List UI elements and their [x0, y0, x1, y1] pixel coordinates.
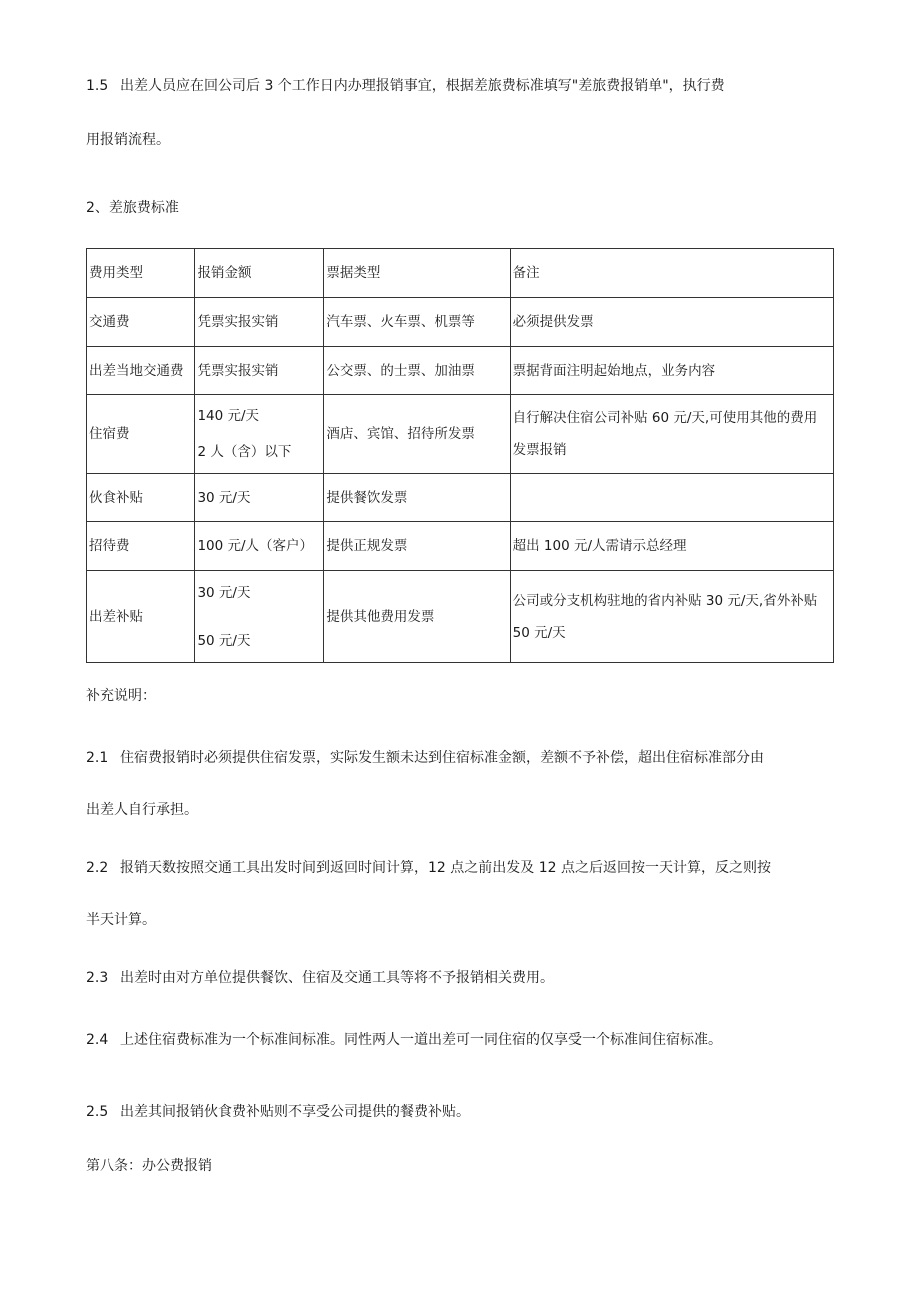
item-number: 1.5 [86, 78, 109, 94]
header-cell: 票据类型 [324, 249, 510, 298]
amount-line: 50 元/天 [197, 632, 251, 649]
amount-line: 140 元/天 [197, 408, 260, 424]
cell-note: 票据背面注明起始地点，业务内容 [510, 347, 833, 395]
supplement-item-2-3 [86, 968, 554, 988]
note-line: 自行解决住宿公司补贴 60 元/天,可使用其他的费用 [512, 410, 818, 426]
table-row [87, 522, 834, 571]
supplement-item-2-5 [86, 1102, 470, 1122]
cell-type: 住宿费 [87, 395, 195, 474]
cell-type: 交通费 [87, 298, 195, 347]
travel-expense-standard-table [86, 248, 834, 663]
supplement-item-2-1-line-1 [86, 748, 764, 768]
item-text: 出差时由对方单位提供餐饮、住宿及交通工具等将不予报销相关费用。 [120, 970, 554, 986]
table-row [87, 298, 834, 347]
item-text: 住宿费报销时必须提供住宿发票，实际发生额未达到住宿标准金额，差额不予补偿，超出住宿标准部分由 [120, 750, 764, 766]
cell-note [510, 395, 833, 474]
item-number: 2.1 [86, 750, 109, 766]
amount-line: 2 人（含）以下 [197, 444, 292, 460]
cell-note: 超出 100 元/人需请示总经理 [510, 522, 833, 571]
cell-type: 出差当地交通费 [87, 347, 195, 395]
table-row [87, 571, 834, 663]
item-number: 2.5 [86, 1104, 109, 1120]
supplement-item-2-2-line-2: 半天计算。 [86, 912, 156, 928]
table-header-row [87, 249, 834, 298]
cell-amount: 凭票实报实销 [195, 347, 324, 395]
intro-line-1 [86, 76, 725, 96]
cell-amount: 30 元/天 [195, 474, 324, 522]
note-line: 发票报销 [512, 442, 567, 458]
cell-note: 必须提供发票 [510, 298, 833, 347]
note-line: 50 元/天 [512, 624, 566, 641]
cell-note [510, 474, 833, 522]
article-title: 第八条：办公费报销 [86, 1158, 212, 1174]
item-text: 出差其间报销伙食费补贴则不享受公司提供的餐费补贴。 [120, 1104, 470, 1120]
intro-text-1: 出差人员应在回公司后 3 个工作日内办理报销事宜，根据差旅费标准填写"差旅费报销单"，执行费 [120, 78, 725, 94]
table-row [87, 347, 834, 395]
cell-receipt: 公交票、的士票、加油票 [324, 347, 510, 395]
section-title: 2、差旅费标准 [86, 200, 179, 216]
cell-amount: 凭票实报实销 [195, 298, 324, 347]
header-cell: 备注 [510, 249, 833, 298]
cell-receipt: 提供餐饮发票 [324, 474, 510, 522]
table-row [87, 474, 834, 522]
item-text: 上述住宿费标准为一个标准间标准。同性两人一道出差可一同住宿的仅享受一个标准间住宿标准。 [120, 1032, 722, 1048]
cell-amount [195, 571, 324, 663]
cell-type: 出差补贴 [87, 571, 195, 663]
note-line: 公司或分支机构驻地的省内补贴 30 元/天,省外补贴 [512, 592, 818, 609]
supplement-item-2-4 [86, 1030, 722, 1050]
cell-receipt: 汽车票、火车票、机票等 [324, 298, 510, 347]
cell-note [510, 571, 833, 663]
amount-line: 30 元/天 [197, 584, 251, 601]
supplement-item-2-1-line-2: 出差人自行承担。 [86, 802, 198, 818]
item-text: 报销天数按照交通工具出发时间到返回时间计算，12 点之前出发及 12 点之后返回按一天计算，反之则按 [120, 860, 771, 876]
item-number: 2.2 [86, 860, 109, 876]
table-row [87, 395, 834, 474]
header-cell: 报销金额 [195, 249, 324, 298]
item-number: 2.4 [86, 1032, 109, 1048]
cell-amount [195, 395, 324, 474]
cell-receipt: 提供正规发票 [324, 522, 510, 571]
cell-receipt: 酒店、宾馆、招待所发票 [324, 395, 510, 474]
supplement-title: 补充说明： [86, 688, 156, 704]
intro-line-2: 用报销流程。 [86, 132, 170, 148]
cell-receipt: 提供其他费用发票 [324, 571, 510, 663]
header-cell: 费用类型 [87, 249, 195, 298]
supplement-item-2-2-line-1 [86, 858, 771, 878]
cell-type: 招待费 [87, 522, 195, 571]
item-number: 2.3 [86, 970, 109, 986]
cell-type: 伙食补贴 [87, 474, 195, 522]
cell-amount: 100 元/人（客户） [195, 522, 324, 571]
